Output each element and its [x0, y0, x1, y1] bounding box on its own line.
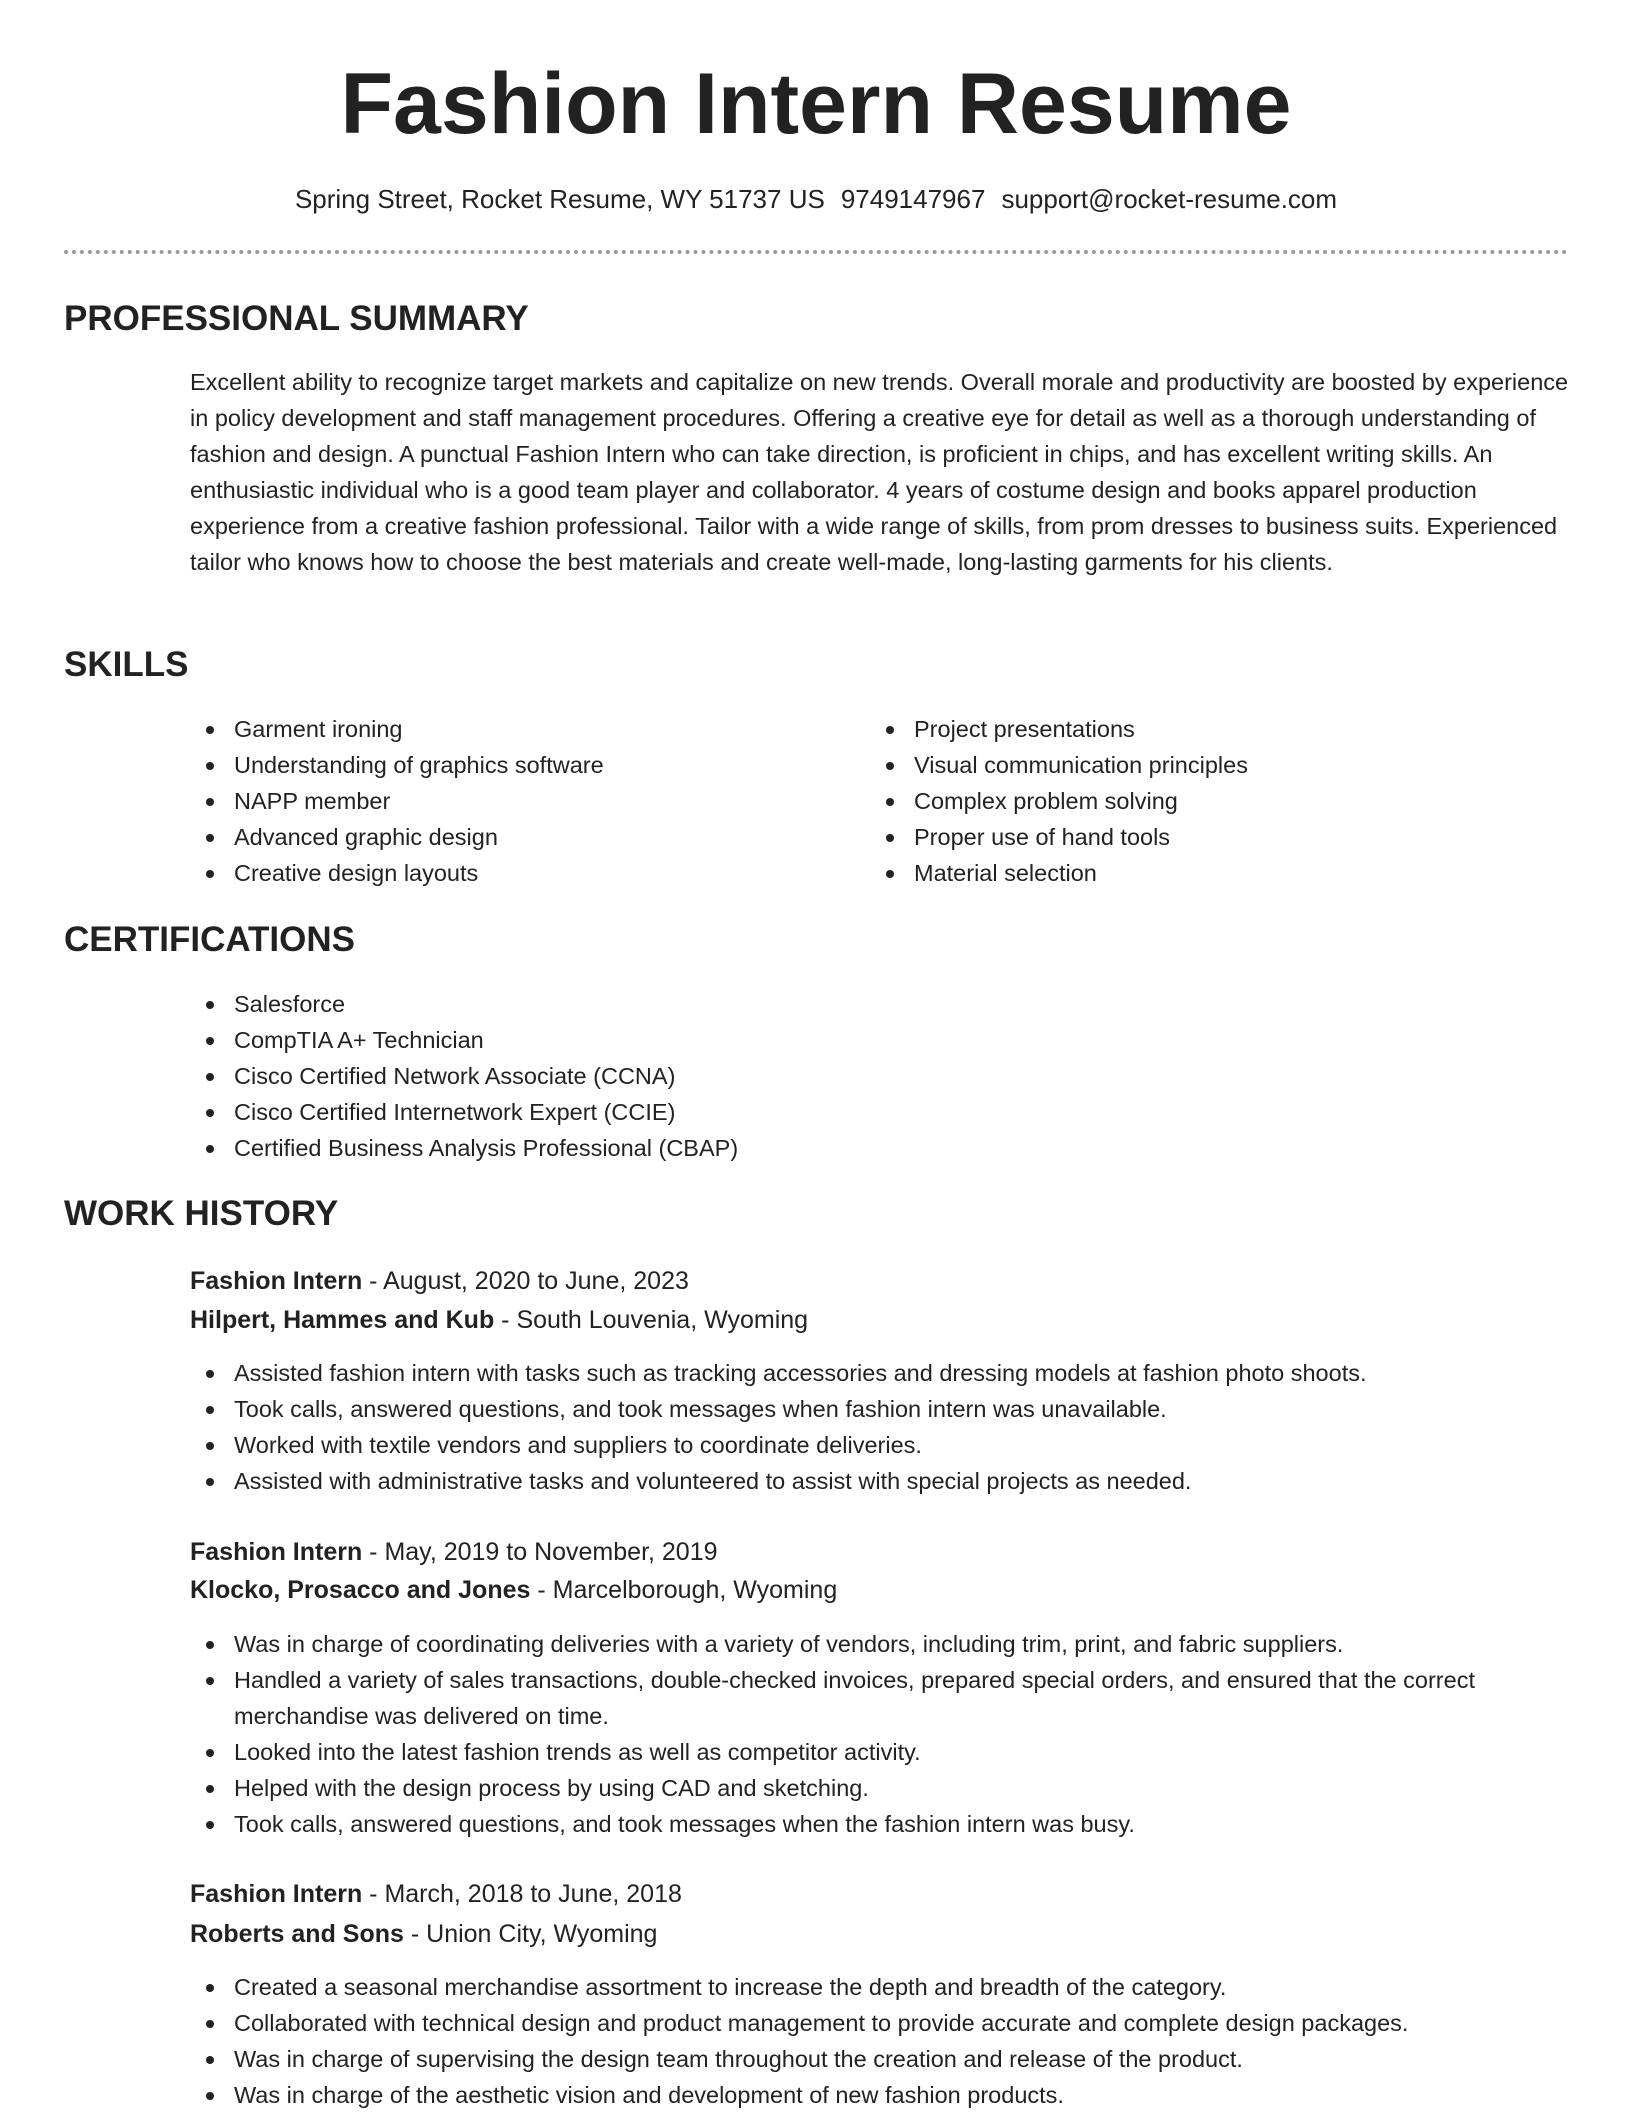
- list-item: Cisco Certified Network Associate (CCNA): [190, 1058, 1490, 1094]
- job-location: - Marcelborough, Wyoming: [530, 1576, 838, 1604]
- contact-address: Spring Street, Rocket Resume, WY 51737 US: [294, 184, 825, 214]
- list-item: Advanced graphic design: [190, 819, 840, 855]
- job-dates: - August, 2020 to June, 2023: [362, 1267, 689, 1295]
- list-item: Complex problem solving: [870, 783, 1550, 819]
- list-item: Collaborated with technical design and product management to provide accurate and complete design packages.: [190, 2005, 1570, 2041]
- list-item: Took calls, answered questions, and took messages when fashion intern was unavailable.: [190, 1391, 1570, 1427]
- section-title-summary: PROFESSIONAL SUMMARY: [64, 299, 529, 338]
- job-role: Fashion Intern: [190, 1880, 363, 1908]
- list-item: NAPP member: [190, 783, 840, 819]
- job-bullets: [190, 1626, 1570, 1842]
- job-company-line: [190, 1301, 808, 1339]
- job-bullets: [190, 1969, 1570, 2113]
- job-company-line: [190, 1571, 837, 1609]
- job-company: Roberts and Sons: [190, 1920, 404, 1948]
- list-item: Was in charge of coordinating deliveries with a variety of vendors, including trim, print, and fabric suppliers.: [190, 1626, 1570, 1662]
- job-company-line: [190, 1915, 657, 1953]
- list-item: Helped with the design process by using CAD and sketching.: [190, 1770, 1570, 1806]
- job-role: Fashion Intern: [190, 1267, 363, 1295]
- list-item: Took calls, answered questions, and took messages when the fashion intern was busy.: [190, 1806, 1570, 1842]
- job-role: Fashion Intern: [190, 1538, 363, 1566]
- list-item: CompTIA A+ Technician: [190, 1022, 1490, 1058]
- list-item: Garment ironing: [190, 711, 840, 747]
- contact-email: support@rocket-resume.com: [1001, 184, 1338, 214]
- job-title-line: [190, 1533, 718, 1571]
- job-dates: - March, 2018 to June, 2018: [362, 1880, 682, 1908]
- job-dates: - May, 2019 to November, 2019: [362, 1538, 718, 1566]
- list-item: Assisted with administrative tasks and volunteered to assist with special projects as needed.: [190, 1463, 1570, 1499]
- job-title-line: [190, 1875, 682, 1913]
- job-location: - Union City, Wyoming: [403, 1920, 658, 1948]
- summary-text: Excellent ability to recognize target markets and capitalize on new trends. Overall morale and productivity are boosted by experience in policy development and staff management procedures. Offering a creative eye for detail as well as a thorough understanding of fashion and design. A punctual Fashion Intern who can take direction, is proficient in chips, and has excellent writing skills. An enthusiastic individual who is a good team player and collaborator. 4 years of costume design and books apparel production experience from a creative fashion professional. Tailor with a wide range of skills, from prom dresses to business suits. Experienced tailor who knows how to choose the best materials and create well-made, long-lasting garments for his clients.: [190, 369, 1569, 575]
- section-title-certifications: CERTIFICATIONS: [64, 920, 356, 959]
- list-item: Assisted fashion intern with tasks such as tracking accessories and dressing models at fashion photo shoots.: [190, 1355, 1570, 1391]
- job-title-line: [190, 1262, 689, 1300]
- list-item: Material selection: [870, 855, 1550, 891]
- job-bullets: [190, 1355, 1570, 1499]
- list-item: Handled a variety of sales transactions, double-checked invoices, prepared special orders, and ensured that the correct merchandise was delivered on time.: [190, 1662, 1570, 1734]
- list-item: Created a seasonal merchandise assortment to increase the depth and breadth of the category.: [190, 1969, 1570, 2005]
- list-item: Understanding of graphics software: [190, 747, 840, 783]
- resume-title: Fashion Intern Resume: [340, 56, 1292, 152]
- job-company: Hilpert, Hammes and Kub: [190, 1306, 495, 1334]
- header-divider: [64, 250, 1568, 254]
- list-item: Salesforce: [190, 986, 1490, 1022]
- job-company: Klocko, Prosacco and Jones: [190, 1576, 531, 1604]
- list-item: Was in charge of supervising the design team throughout the creation and release of the product.: [190, 2041, 1570, 2077]
- skills-list-left: [190, 711, 840, 891]
- list-item: Was in charge of the aesthetic vision and development of new fashion products.: [190, 2077, 1570, 2113]
- list-item: Proper use of hand tools: [870, 819, 1550, 855]
- skills-list-right: [870, 711, 1550, 891]
- job-location: - South Louvenia, Wyoming: [494, 1306, 809, 1334]
- list-item: Looked into the latest fashion trends as well as competitor activity.: [190, 1734, 1570, 1770]
- list-item: Cisco Certified Internetwork Expert (CCIE): [190, 1094, 1490, 1130]
- list-item: Visual communication principles: [870, 747, 1550, 783]
- contact-line: [0, 183, 1632, 215]
- list-item: Worked with textile vendors and suppliers to coordinate deliveries.: [190, 1427, 1570, 1463]
- certifications-list: [190, 986, 1490, 1166]
- list-item: Certified Business Analysis Professional (CBAP): [190, 1130, 1490, 1166]
- section-title-work-history: WORK HISTORY: [64, 1194, 339, 1233]
- list-item: Project presentations: [870, 711, 1550, 747]
- contact-phone: 9749147967: [840, 184, 986, 214]
- list-item: Creative design layouts: [190, 855, 840, 891]
- section-title-skills: SKILLS: [64, 645, 189, 684]
